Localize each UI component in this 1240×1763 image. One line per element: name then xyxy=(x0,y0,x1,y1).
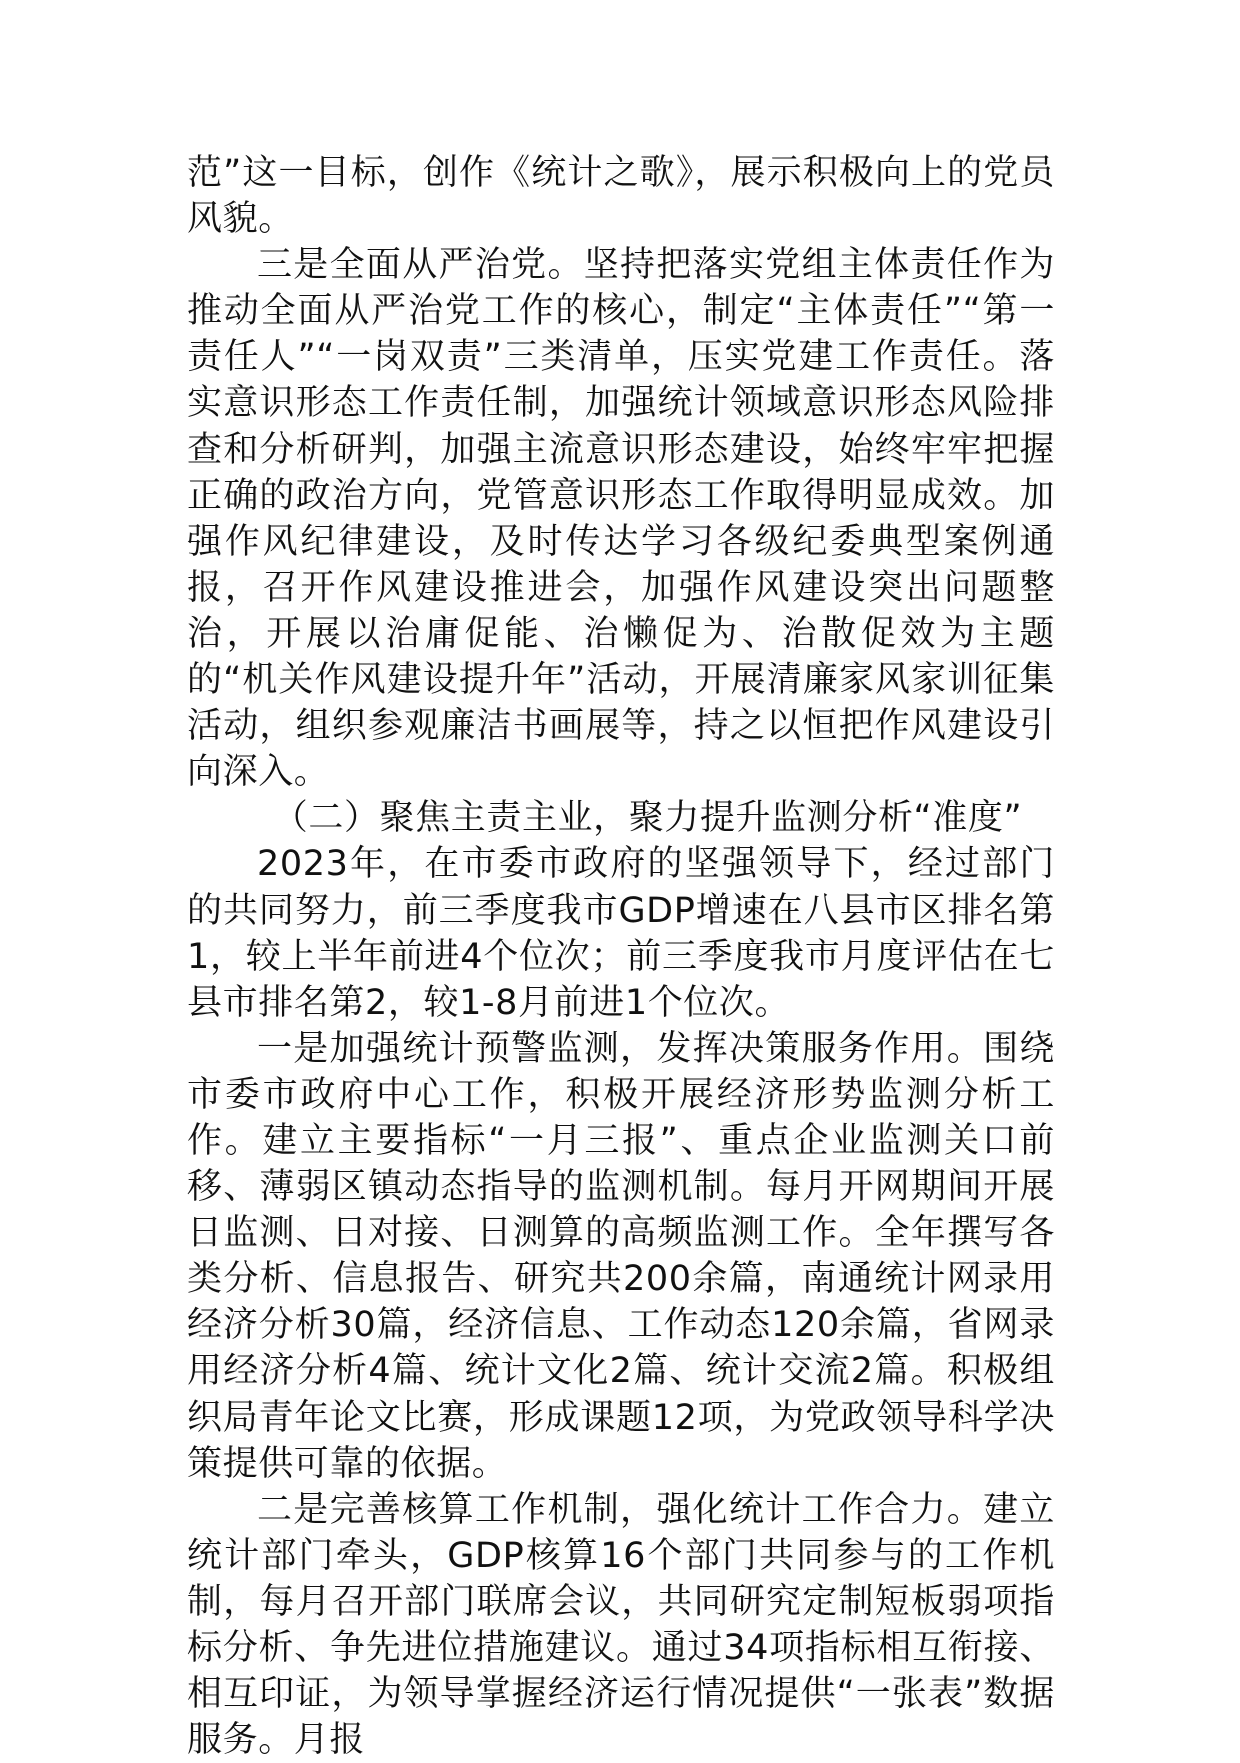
section-heading: （二）聚焦主责主业，聚力提升监测分析“准度” xyxy=(272,798,1023,839)
paragraph-monitoring: 一是加强统计预警监测，发挥决策服务作用。围绕市委市政府中心工作，积极开展经济形势监测分析工作。建立主要指标“一月三报”、重点企业监测关口前移、薄弱区镇动态指导的监测机制。每月开网期间开展日监测、日对接、日测算的高频监测工作。全年撰写各类分析、信息报告、研究共200余篇，南通统计网录用经济分析30篇，经济信息、工作动态120余篇，省网录用经济分析4篇、统计文化2篇、统计交流2篇。积极组织局青年论文比赛，形成课题12项，为党政领导科学决策提供可靠的依据。 xyxy=(187,1028,1055,1484)
paragraph-accounting-mechanism: 二是完善核算工作机制，强化统计工作合力。建立统计部门牵头，GDP核算16个部门共同参与的工作机制，每月召开部门联席会议，共同研究定制短板弱项指标分析、争先进位措施建议。通过34项指标相互衔接、相互印证，为领导掌握经济运行情况提供“一张表”数据服务。月报 xyxy=(187,1489,1055,1761)
paragraph-strict-party-governance: 三是全面从严治党。坚持把落实党组主体责任作为推动全面从严治党工作的核心，制定“主体责任”“第一责任人”“一岗双责”三类清单，压实党建工作责任。落实意识形态工作责任制，加强统计领域意识形态风险排查和分析研判，加强主流意识形态建设，始终牢牢把握正确的政治方向，党管意识形态工作取得明显成效。加强作风纪律建设，及时传达学习各级纪委典型案例通报，召开作风建设推进会，加强作风建设突出问题整治，开展以治庸促能、治懒促为、治散促效为主题的“机关作风建设提升年”活动，开展清廉家风家训征集活动，组织参观廉洁书画展等，持之以恒把作风建设引向深入。 xyxy=(187,245,1055,793)
paragraph-continuation: 范”这一目标，创作《统计之歌》，展示积极向上的党员风貌。 xyxy=(187,153,1055,240)
body-text xyxy=(187,150,1055,1763)
paragraph-2023-summary: 2023年，在市委市政府的坚强领导下，经过部门的共同努力，前三季度我市GDP增速在八县市区排名第1，较上半年前进4个位次；前三季度我市月度评估在七县市排名第2，较1-8月前进1个位次。 xyxy=(187,844,1055,1023)
